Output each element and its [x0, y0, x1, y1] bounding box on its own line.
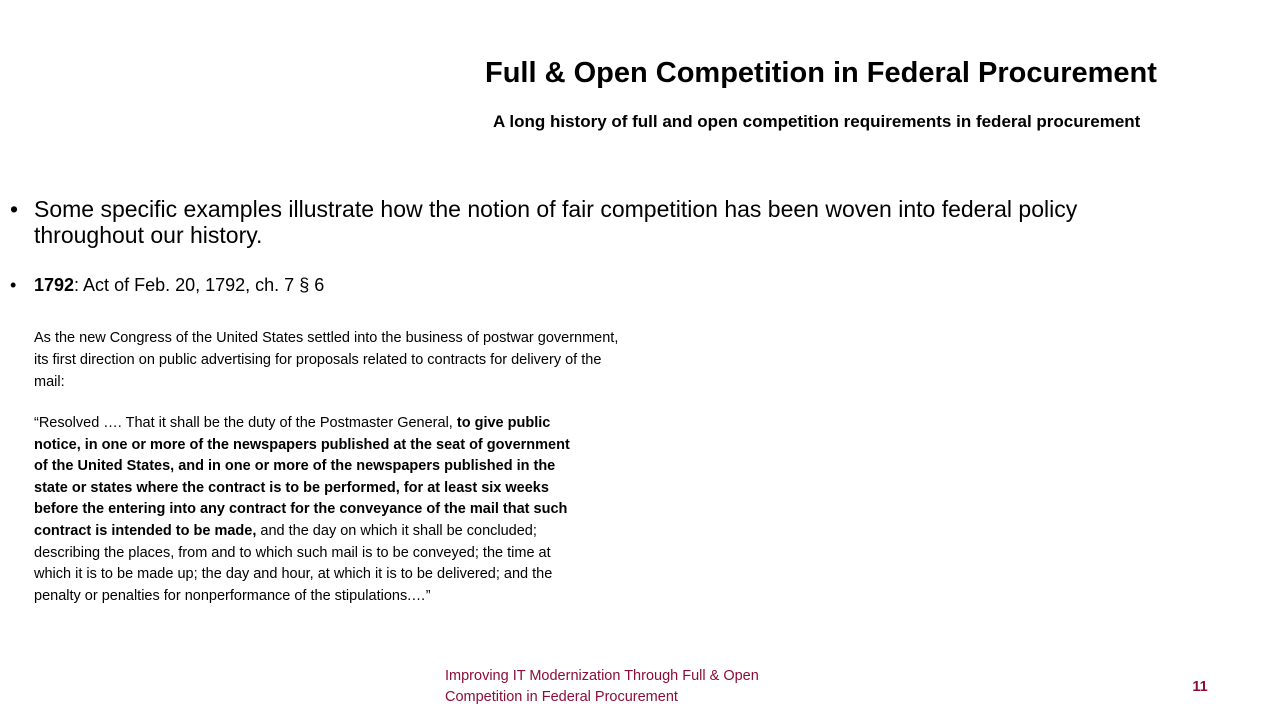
slide-subtitle: A long history of full and open competition requirements in federal procurement	[493, 112, 1141, 131]
slide-title: Full & Open Competition in Federal Procurement	[485, 57, 1157, 89]
bullet-text: Some specific examples illustrate how the notion of fair competition has been woven into federal policy throughout our history.	[34, 196, 1078, 248]
bullet-citation: : Act of Feb. 20, 1792, ch. 7 § 6	[74, 275, 325, 295]
page-number: 11	[1192, 679, 1208, 695]
footer-line-2: Competition in Federal Procurement	[445, 689, 678, 705]
act-quote	[34, 413, 579, 607]
footer-text	[445, 666, 845, 708]
bullet-year: 1792	[34, 275, 75, 295]
quote-emphasis: to give public notice, in one or more of the newspapers published at the seat of government of the United States, and in one or more of the newspapers published in the state or states where the contract is to be performed, for at least six weeks before the entering into any contract for the conveyance of the mail that such contract is intended to be made,	[34, 415, 570, 539]
bullet-marker: •	[10, 196, 19, 222]
bullet-marker: •	[10, 275, 17, 295]
footer-line-1: Improving IT Modernization Through Full & Open	[445, 668, 759, 684]
bullet-text	[34, 274, 594, 296]
context-paragraph: As the new Congress of the United States settled into the business of postwar government, its first direction on public advertising for proposals related to contracts for delivery of the mail:	[34, 330, 619, 390]
quote-rest: and the day on which it shall be concluded; describing the places, from and to which such mail is to be conveyed; the time at which it is to be made up; the day and hour, at which it is to be delivered; and the penalty or penalties for nonperformance of the stipulations.…”	[34, 522, 553, 604]
quote-lead: “Resolved …. That it shall be the duty of the Postmaster General,	[34, 415, 453, 431]
